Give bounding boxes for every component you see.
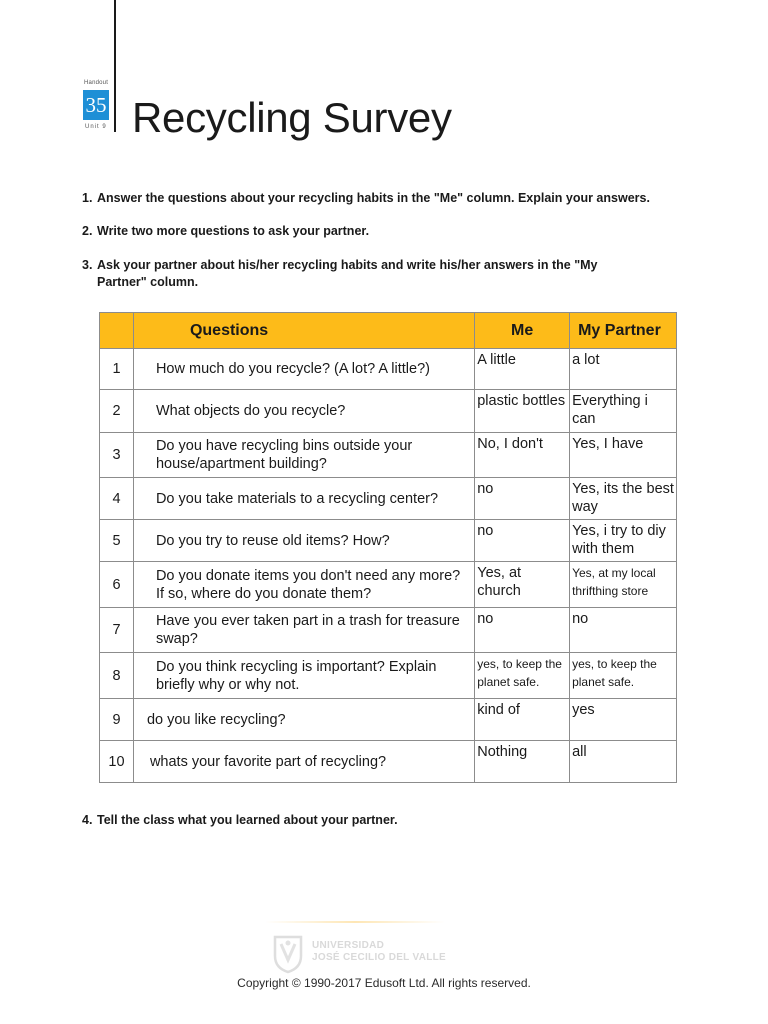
instruction-number: 4.	[82, 813, 93, 827]
me-answer-cell[interactable]: no	[475, 520, 570, 562]
partner-answer-cell[interactable]: all	[570, 741, 677, 783]
partner-answer-cell[interactable]: no	[570, 608, 677, 653]
table-row	[100, 699, 677, 741]
table-row	[100, 562, 677, 608]
question-cell: Do you think recycling is important? Explain briefly why or why not.	[133, 653, 474, 699]
row-number: 4	[100, 478, 134, 520]
row-number: 1	[100, 349, 134, 390]
header-questions: Questions	[133, 313, 474, 349]
university-shield-icon	[272, 934, 304, 974]
question-cell: What objects do you recycle?	[133, 390, 474, 433]
question-cell: whats your favorite part of recycling?	[133, 741, 474, 783]
me-answer-cell[interactable]: no	[475, 608, 570, 653]
row-number: 9	[100, 699, 134, 741]
question-cell: How much do you recycle? (A lot? A little?)	[133, 349, 474, 390]
question-cell: Have you ever taken part in a trash for treasure swap?	[133, 608, 474, 653]
row-number: 10	[100, 741, 134, 783]
row-number: 6	[100, 562, 134, 608]
partner-answer-cell[interactable]: Yes, its the best way	[570, 478, 677, 520]
question-cell: do you like recycling?	[133, 699, 474, 741]
instruction-number: 2.	[82, 224, 93, 238]
header-my-partner: My Partner	[570, 313, 677, 349]
me-answer-cell[interactable]: yes, to keep the planet safe.	[475, 653, 570, 699]
question-cell: Do you try to reuse old items? How?	[133, 520, 474, 562]
row-number: 3	[100, 433, 134, 478]
handout-number-badge: 35	[83, 90, 109, 120]
me-answer-cell[interactable]: Yes, at church	[475, 562, 570, 608]
handout-label: Handout	[84, 80, 109, 86]
instruction-3	[82, 257, 682, 291]
table-row	[100, 741, 677, 783]
header-number	[100, 313, 134, 349]
watermark-divider	[265, 921, 445, 923]
me-answer-cell[interactable]: plastic bottles	[475, 390, 570, 433]
partner-answer-cell[interactable]: Yes, at my local thrifthing store	[570, 562, 677, 608]
table-row	[100, 653, 677, 699]
table-row	[100, 390, 677, 433]
instruction-text: Write two more questions to ask your partner.	[97, 224, 370, 238]
instruction-text: Ask your partner about his/her recycling habits and write his/her answers in the "My	[97, 258, 598, 272]
page-title: Recycling Survey	[132, 94, 452, 141]
survey-table	[99, 312, 677, 783]
watermark-line-2: JOSÉ CECILIO DEL VALLE	[312, 952, 447, 963]
question-cell: Do you take materials to a recycling center?	[133, 478, 474, 520]
watermark-line-1: UNIVERSIDAD	[312, 940, 385, 951]
copyright-footer: Copyright © 1990-2017 Edusoft Ltd. All rights reserved.	[237, 976, 531, 990]
instruction-number: 1.	[82, 191, 93, 205]
me-answer-cell[interactable]: kind of	[475, 699, 570, 741]
instruction-text: Answer the questions about your recycling habits in the "Me" column. Explain your answers.	[97, 191, 650, 205]
partner-answer-cell[interactable]: a lot	[570, 349, 677, 390]
row-number: 7	[100, 608, 134, 653]
partner-answer-cell[interactable]: yes, to keep the planet safe.	[570, 653, 677, 699]
partner-answer-cell[interactable]: Yes, i try to diy with them	[570, 520, 677, 562]
row-number: 8	[100, 653, 134, 699]
instruction-1	[82, 190, 682, 207]
table-row	[100, 433, 677, 478]
partner-answer-cell[interactable]: Everything i can	[570, 390, 677, 433]
header-divider-line	[114, 0, 116, 132]
partner-answer-cell[interactable]: Yes, I have	[570, 433, 677, 478]
header-me: Me	[475, 313, 570, 349]
watermark-text	[312, 940, 446, 964]
table-row	[100, 608, 677, 653]
table-row	[100, 349, 677, 390]
question-cell: Do you donate items you don't need any more? If so, where do you donate them?	[133, 562, 474, 608]
instruction-text: Tell the class what you learned about your partner.	[97, 813, 398, 827]
table-header-row	[100, 313, 677, 349]
me-answer-cell[interactable]: No, I don't	[475, 433, 570, 478]
instruction-continuation: Partner" column.	[97, 275, 199, 289]
unit-label: Unit 9	[85, 124, 107, 130]
me-answer-cell[interactable]: A little	[475, 349, 570, 390]
partner-answer-cell[interactable]: yes	[570, 699, 677, 741]
question-cell: Do you have recycling bins outside your house/apartment building?	[133, 433, 474, 478]
instruction-number: 3.	[82, 258, 93, 272]
row-number: 5	[100, 520, 134, 562]
table-row	[100, 520, 677, 562]
me-answer-cell[interactable]: Nothing	[475, 741, 570, 783]
row-number: 2	[100, 390, 134, 433]
table-row	[100, 478, 677, 520]
me-answer-cell[interactable]: no	[475, 478, 570, 520]
instruction-2	[82, 223, 682, 240]
instruction-4	[82, 812, 682, 829]
